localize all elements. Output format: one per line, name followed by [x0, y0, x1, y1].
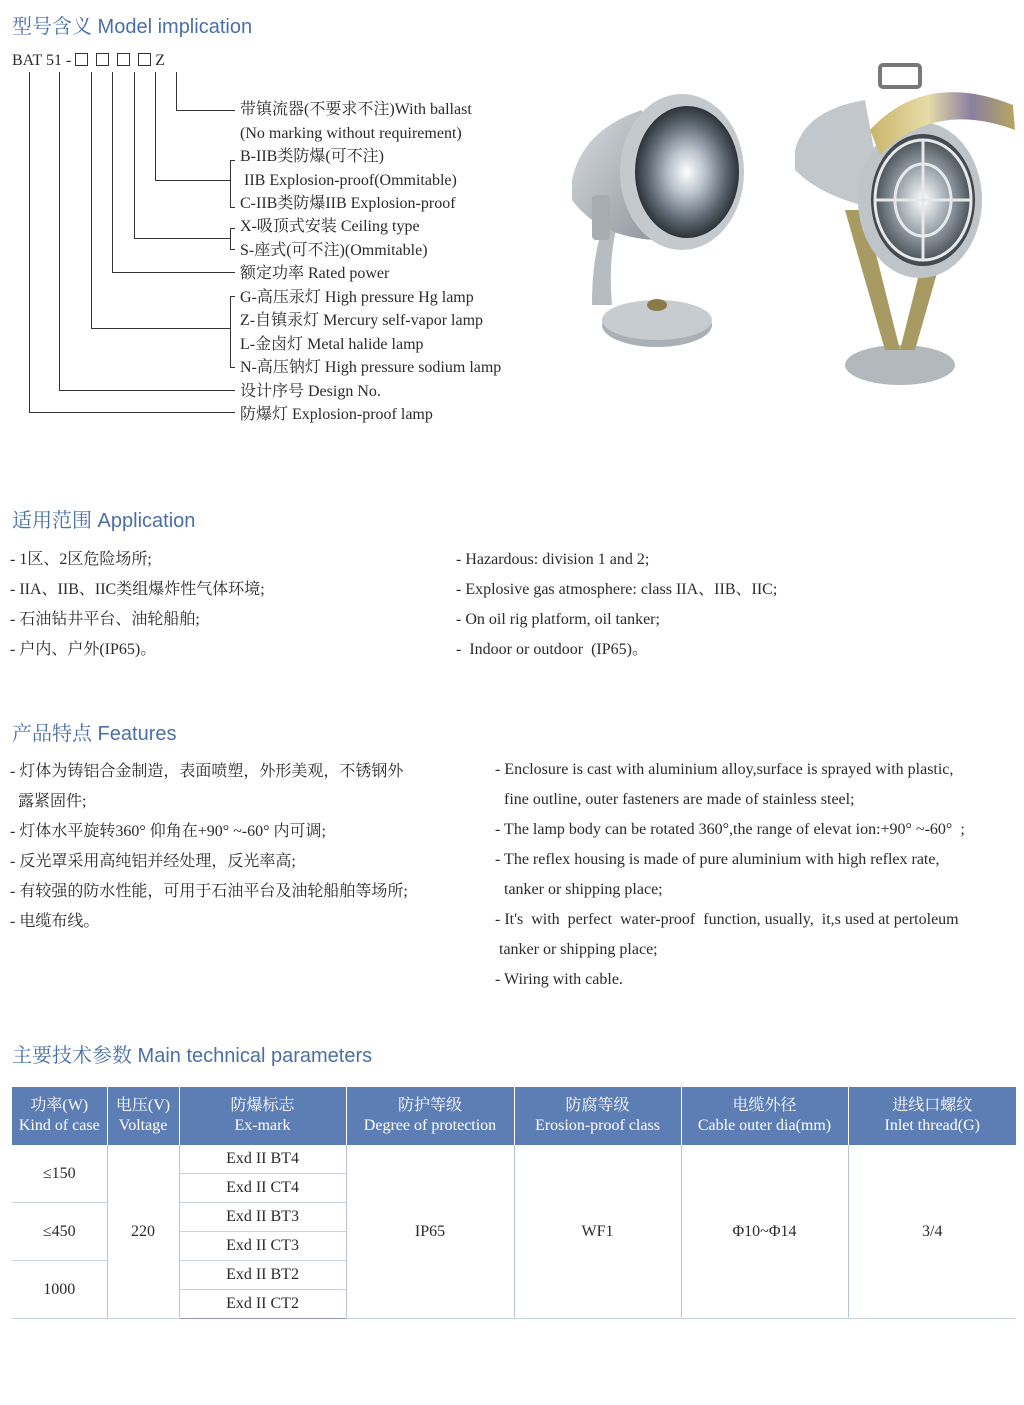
list-item: - 电缆布线。 [10, 913, 100, 930]
table-header-row [12, 1087, 1016, 1145]
code-box-2 [96, 53, 109, 66]
header-voltage: 电压(V) Voltage [107, 1087, 179, 1145]
cell-protection: IP65 [346, 1145, 514, 1319]
list-item: - Enclosure is cast with aluminium alloy,surface is sprayed with plastic, [495, 761, 954, 778]
list-item: tanker or shipping place; [495, 941, 658, 958]
list-item: - The reflex housing is made of pure aluminium with high reflex rate, [495, 851, 940, 868]
cell-exmark: Exd II BT3 [179, 1203, 346, 1232]
model-code [12, 52, 165, 70]
tree-item: 防爆灯 Explosion-proof lamp [240, 406, 433, 423]
application-en-list [456, 545, 777, 665]
code-box-4 [138, 53, 151, 66]
tree-item: B-IIB类防爆(可不注) [240, 148, 384, 165]
tree-item: S-座式(可不注)(Ommitable) [240, 242, 428, 259]
model-code-prefix: BAT 51 - [12, 52, 72, 69]
list-item: - 石油钻井平台、油轮船舶; [10, 611, 200, 628]
list-item: - 有较强的防水性能，可用于石油平台及油轮船舶等场所; [10, 883, 408, 900]
section-title-features: 产品特点 Features [12, 723, 177, 745]
tree-item: X-吸顶式安装 Ceiling type [240, 218, 420, 235]
list-item: 露紧固件; [10, 793, 87, 810]
cell-power: 1000 [12, 1261, 107, 1319]
section-title-params: 主要技术参数 Main technical parameters [12, 1045, 373, 1067]
header-power: 功率(W) Kind of case [12, 1087, 107, 1145]
cell-cable: Φ10~Φ14 [681, 1145, 848, 1319]
header-erosion: 防腐等级 Erosion-proof class [514, 1087, 681, 1145]
features-en-list [495, 755, 1017, 995]
tree-item: Z-自镇汞灯 Mercury self-vapor lamp [240, 312, 484, 329]
code-box-1 [75, 53, 88, 66]
list-item: - 灯体为铸铝合金制造，表面喷塑，外形美观，不锈钢外 [10, 763, 404, 780]
cell-exmark: Exd II CT2 [179, 1290, 346, 1319]
code-box-3 [117, 53, 130, 66]
cell-exmark: Exd II CT3 [179, 1232, 346, 1261]
tree-item: 带镇流器(不要求不注)With ballast [240, 101, 472, 118]
list-item: - 反光罩采用高纯铝并经处理，反光率高; [10, 853, 296, 870]
features-cn-list [10, 757, 408, 937]
floodlight-photo-2 [785, 60, 1020, 390]
list-item: - It's with perfect water-proof function, usually, it,s used at pertoleum [495, 911, 959, 928]
table-row [12, 1145, 1016, 1174]
section-title-model: 型号含义 Model implication [12, 16, 253, 38]
header-cable: 电缆外径 Cable outer dia(mm) [681, 1087, 848, 1145]
tree-item: C-IIB类防爆IIB Explosion-proof [240, 195, 456, 212]
tree-item: G-高压汞灯 High pressure Hg lamp [240, 289, 474, 306]
params-table [12, 1087, 1016, 1319]
list-item: - On oil rig platform, oil tanker; [456, 611, 660, 628]
model-code-suffix: Z [155, 52, 166, 69]
list-item: - Explosive gas atmosphere: class IIA、IIB、IIC; [456, 581, 778, 598]
section-title-application: 适用范围 Application [12, 510, 196, 532]
tree-item: N-高压钠灯 High pressure sodium lamp [240, 359, 502, 376]
tree-item: 设计序号 Design No. [240, 383, 381, 400]
list-item: - Indoor or outdoor (IP65)。 [456, 641, 648, 658]
application-cn-list [10, 545, 265, 665]
cell-voltage: 220 [107, 1145, 179, 1319]
list-item: tanker or shipping place; [504, 881, 663, 898]
header-exmark: 防爆标志 Ex-mark [179, 1087, 346, 1145]
header-protection: 防护等级 Degree of protection [346, 1087, 514, 1145]
list-item: - IIA、IIB、IIC类组爆炸性气体环境; [10, 581, 265, 598]
cell-thread: 3/4 [848, 1145, 1016, 1319]
cell-erosion: WF1 [514, 1145, 681, 1319]
list-item: fine outline, outer fasteners are made of stainless steel; [504, 791, 855, 808]
list-item: - 灯体水平旋转360° 仰角在+90° ~-60° 内可调; [10, 823, 326, 840]
list-item: - Hazardous: division 1 and 2; [456, 551, 650, 568]
tree-item: 额定功率 Rated power [240, 265, 390, 282]
list-item: - The lamp body can be rotated 360°,the range of elevat ion:+90° ~-60° ; [495, 821, 965, 838]
list-item: - Wiring with cable. [495, 971, 623, 988]
cell-power: ≤450 [12, 1203, 107, 1261]
cell-exmark: Exd II BT4 [179, 1145, 346, 1174]
list-item: - 户内、户外(IP65)。 [10, 641, 157, 658]
cell-exmark: Exd II BT2 [179, 1261, 346, 1290]
header-thread: 进线口螺纹 Inlet thread(G) [848, 1087, 1016, 1145]
cell-power: ≤150 [12, 1145, 107, 1203]
tree-item: L-金卤灯 Metal halide lamp [240, 336, 424, 353]
cell-exmark: Exd II CT4 [179, 1174, 346, 1203]
tree-item: (No marking without requirement) [240, 125, 462, 142]
floodlight-photo-1 [552, 90, 752, 355]
tree-item: IIB Explosion-proof(Ommitable) [240, 172, 457, 189]
list-item: - 1区、2区危险场所; [10, 551, 152, 568]
